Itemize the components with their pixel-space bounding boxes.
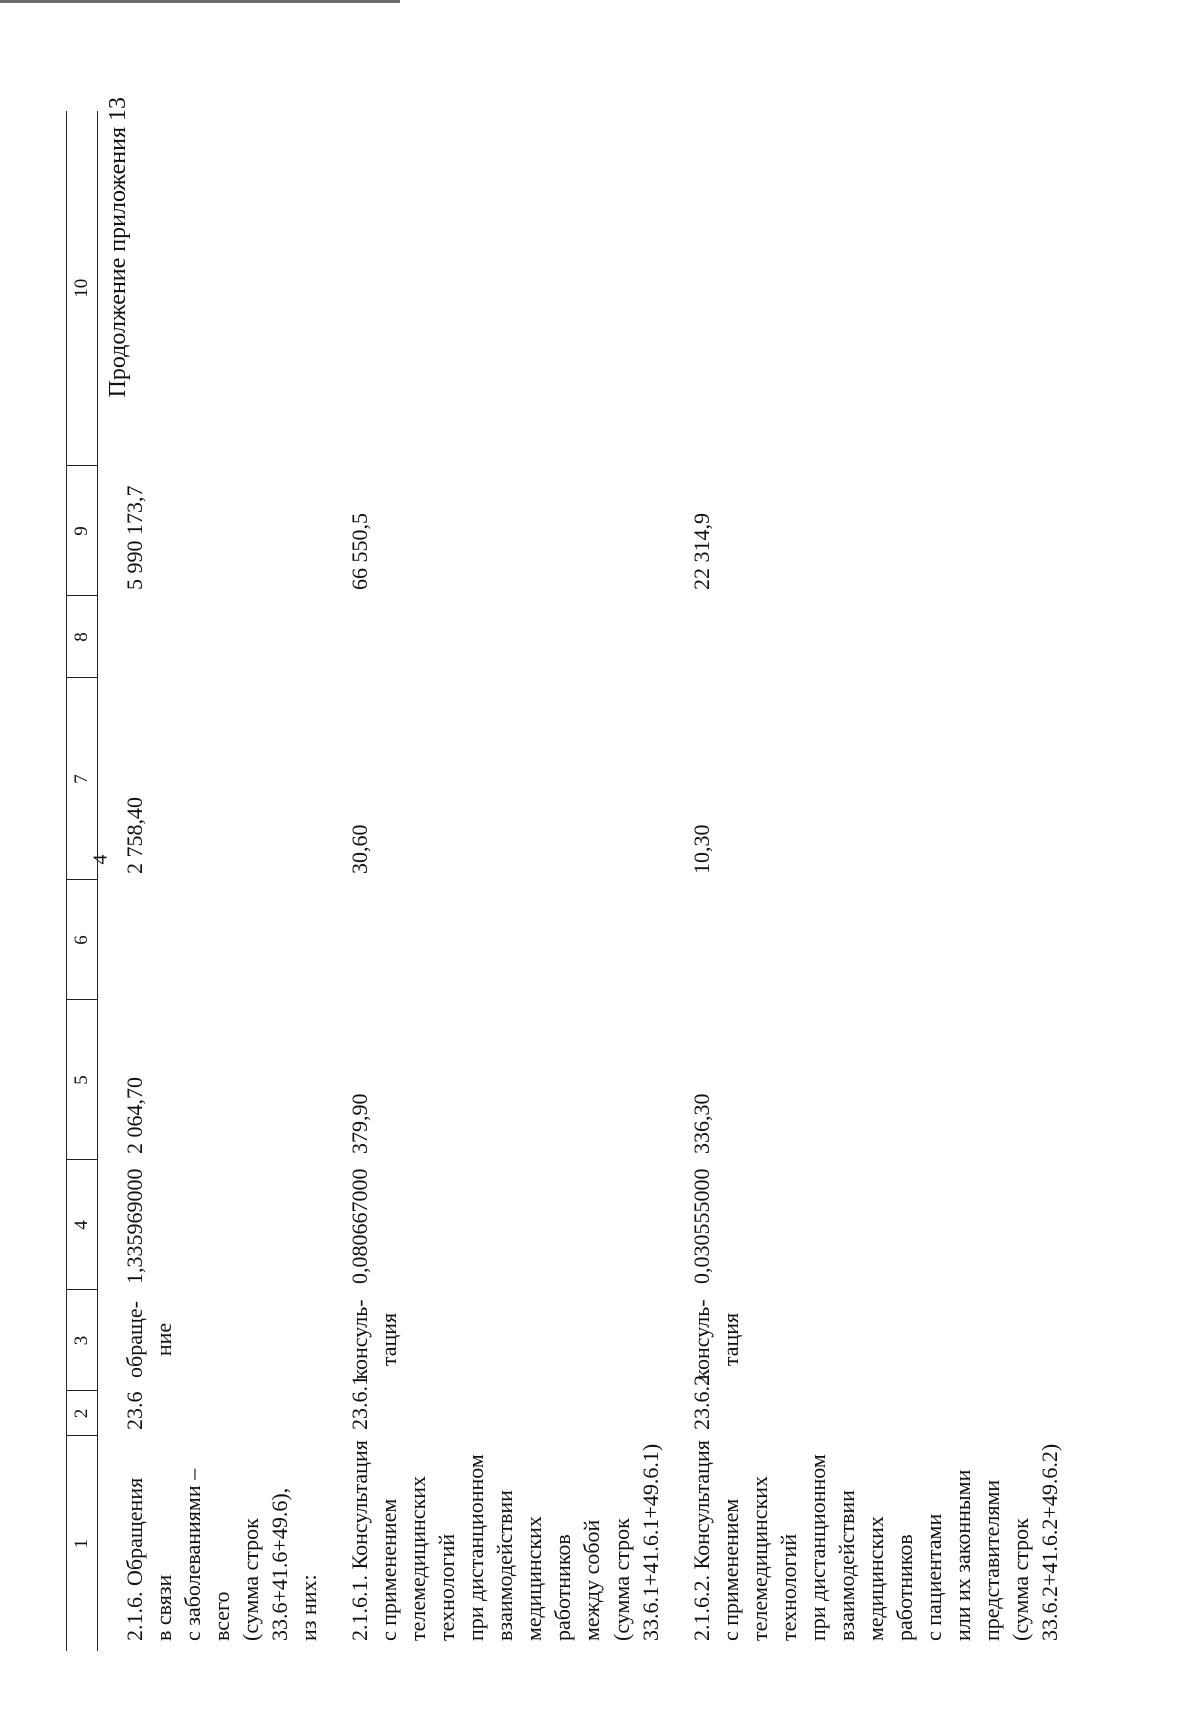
row-code-cell: 23.6.1 (347, 1375, 373, 1430)
column-header: 6 (67, 880, 98, 1000)
row-name-cell: 2.1.6. Обращения в связи с заболеваниями – всего (сумма строк 33.6+41.6+49.6), из них: (122, 1468, 322, 1641)
column-header: 7 (67, 678, 98, 880)
row-code-cell: 23.6.2 (688, 1375, 714, 1430)
col4-cell: 0,080667000 (347, 1168, 373, 1284)
column-header: 5 (67, 1000, 98, 1160)
row-name-cell: 2.1.6.2. Консультация с применением телемедицинских технологий при дистанционном взаимодействии медицинских работников с пациентами или их законными представителями (сумма строк 33.6.2+41.6.2+49.6.2) (688, 1440, 1062, 1641)
col9-cell: 5 990 173,7 (122, 485, 147, 590)
col5-cell: 2 064,70 (122, 1077, 147, 1154)
col4-cell: 0,030555000 (688, 1168, 714, 1284)
column-header: 2 (67, 1391, 98, 1436)
annex-title: Продолжение приложения 13 (105, 97, 131, 398)
row-code-cell: 23.6 (122, 1391, 147, 1430)
col7-cell: 10,30 (688, 824, 714, 874)
column-header: 8 (67, 596, 98, 678)
col9-cell: 22 314,9 (688, 513, 714, 590)
col5-cell: 379,90 (347, 1093, 373, 1154)
col4-cell: 1,335969000 (122, 1168, 147, 1284)
col7-cell: 2 758,40 (122, 797, 147, 874)
col5-cell: 336,30 (688, 1093, 714, 1154)
column-header: 10 (67, 111, 98, 466)
unit-cell: консуль- тация (688, 1299, 743, 1380)
unit-cell: обраще- ние (122, 1301, 177, 1378)
table-row (665, 111, 1064, 1651)
page-number: 4 (89, 854, 112, 865)
col7-cell: 30,60 (347, 824, 373, 874)
column-header: 3 (67, 1290, 98, 1391)
col9-cell: 66 550,5 (347, 513, 373, 590)
table-row (323, 111, 664, 1651)
column-header: 4 (67, 1160, 98, 1290)
column-header: 9 (67, 466, 98, 596)
table-row (98, 111, 324, 1651)
unit-cell: консуль- тация (347, 1299, 402, 1380)
row-name-cell: 2.1.6.1. Консультация с применением телемедицинских технологий при дистанционном взаимодействии медицинских работников между собой (сумма строк 33.6.1+41.6.1+49.6.1) (347, 1440, 663, 1641)
column-number-row (67, 111, 98, 1651)
column-header: 1 (67, 1436, 98, 1651)
data-table (66, 111, 1064, 1651)
